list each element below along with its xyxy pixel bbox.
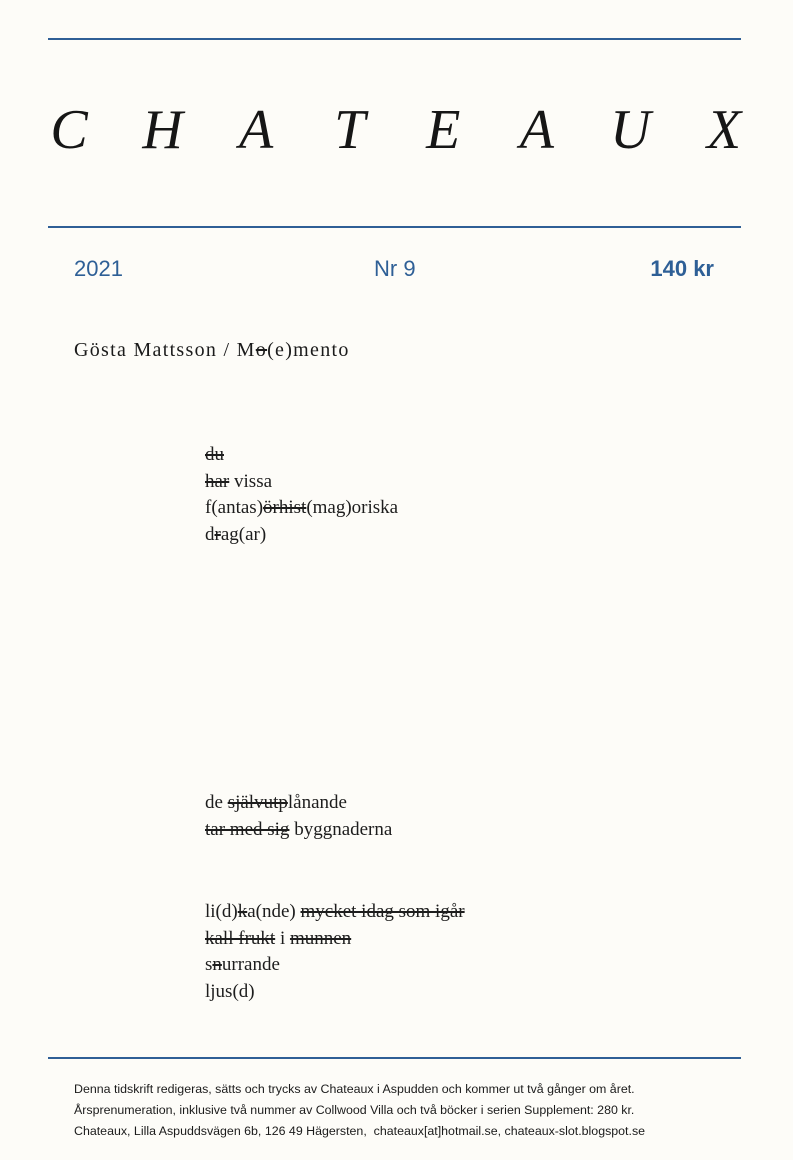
masthead-letter: E (426, 99, 461, 161)
poem-text: lånande (287, 792, 347, 813)
masthead-letter: A (239, 99, 274, 161)
poem-text: M (236, 339, 256, 361)
top-rule (48, 38, 741, 40)
struck-text: kall frukt (205, 927, 276, 949)
masthead-bottom-rule (48, 226, 741, 228)
poem-stanza (205, 442, 398, 548)
poem-text: (d) (232, 980, 255, 1002)
masthead-title (44, 100, 749, 160)
masthead-letter: U (610, 99, 651, 161)
poem-line (205, 495, 398, 522)
colophon-line: Chateaux, Lilla Aspuddsvägen 6b, 126 49 Hägersten, chateaux[at]hotmail.se, chateaux-slot.blogspot.se (74, 1124, 646, 1138)
poem-text: byggnaderna (289, 818, 393, 840)
struck-text: n (212, 954, 222, 975)
colophon (74, 1079, 744, 1142)
poem-text: vissa (229, 470, 273, 492)
colophon-line: Årsprenumeration, inklusive två nummer av Collwood Villa och två böcker i serien Supplement: 280 kr. (74, 1103, 635, 1117)
poem-text: li(d) (205, 901, 238, 922)
poem-line (205, 469, 398, 496)
struck-text: munnen (289, 927, 352, 949)
poem-text: d (205, 523, 215, 545)
poem-text: urrande (221, 954, 280, 975)
masthead-letter: C (50, 99, 88, 161)
struck-text: du (205, 444, 224, 465)
poem-line (205, 979, 465, 1006)
struck-text: har (205, 470, 230, 492)
poem-text: ag(ar) (220, 523, 267, 545)
poem-line (205, 442, 398, 469)
struck-text: självutp (227, 792, 288, 813)
poem-text: a(nde) (247, 901, 301, 922)
struck-text: örhist (263, 497, 307, 518)
poem-text: i (275, 927, 290, 949)
masthead-letter: A (519, 99, 554, 161)
issue-number: Nr 9 (374, 256, 416, 281)
struck-text: o (255, 339, 268, 361)
poem-line (205, 522, 398, 549)
poem-text: s (205, 954, 213, 975)
poem-line (205, 926, 465, 953)
poem-stanza (205, 790, 392, 843)
colophon-rule (48, 1057, 741, 1059)
poem-text: ljus (205, 980, 233, 1002)
masthead-letter: H (142, 99, 183, 161)
byline (74, 336, 350, 364)
byline-separator: / (217, 339, 237, 361)
poem-text: (e)mento (267, 339, 350, 361)
struck-text: k (237, 901, 248, 922)
masthead-letter: T (334, 99, 366, 161)
poem-text: (mag)oriska (306, 497, 399, 518)
poem-line (205, 899, 465, 926)
struck-text: tar med sig (205, 818, 290, 840)
byline-author: Gösta Mattsson (74, 339, 218, 361)
issue-year: 2021 (74, 256, 123, 281)
poem-line (205, 952, 465, 979)
poem-text: de (205, 792, 228, 813)
poem-text: f(antas) (205, 497, 264, 518)
masthead-letter: X (706, 99, 742, 161)
issue-price: 140 kr (650, 256, 714, 281)
poem-title (237, 339, 350, 361)
struck-text: mycket idag som igår (300, 901, 465, 922)
poem-stanza (205, 899, 465, 1005)
poem-line (205, 790, 392, 817)
colophon-line: Denna tidskrift redigeras, sätts och trycks av Chateaux i Aspudden och kommer ut två gånger om året. (74, 1082, 635, 1096)
struck-text: r (214, 523, 221, 545)
poem-line (205, 817, 392, 844)
